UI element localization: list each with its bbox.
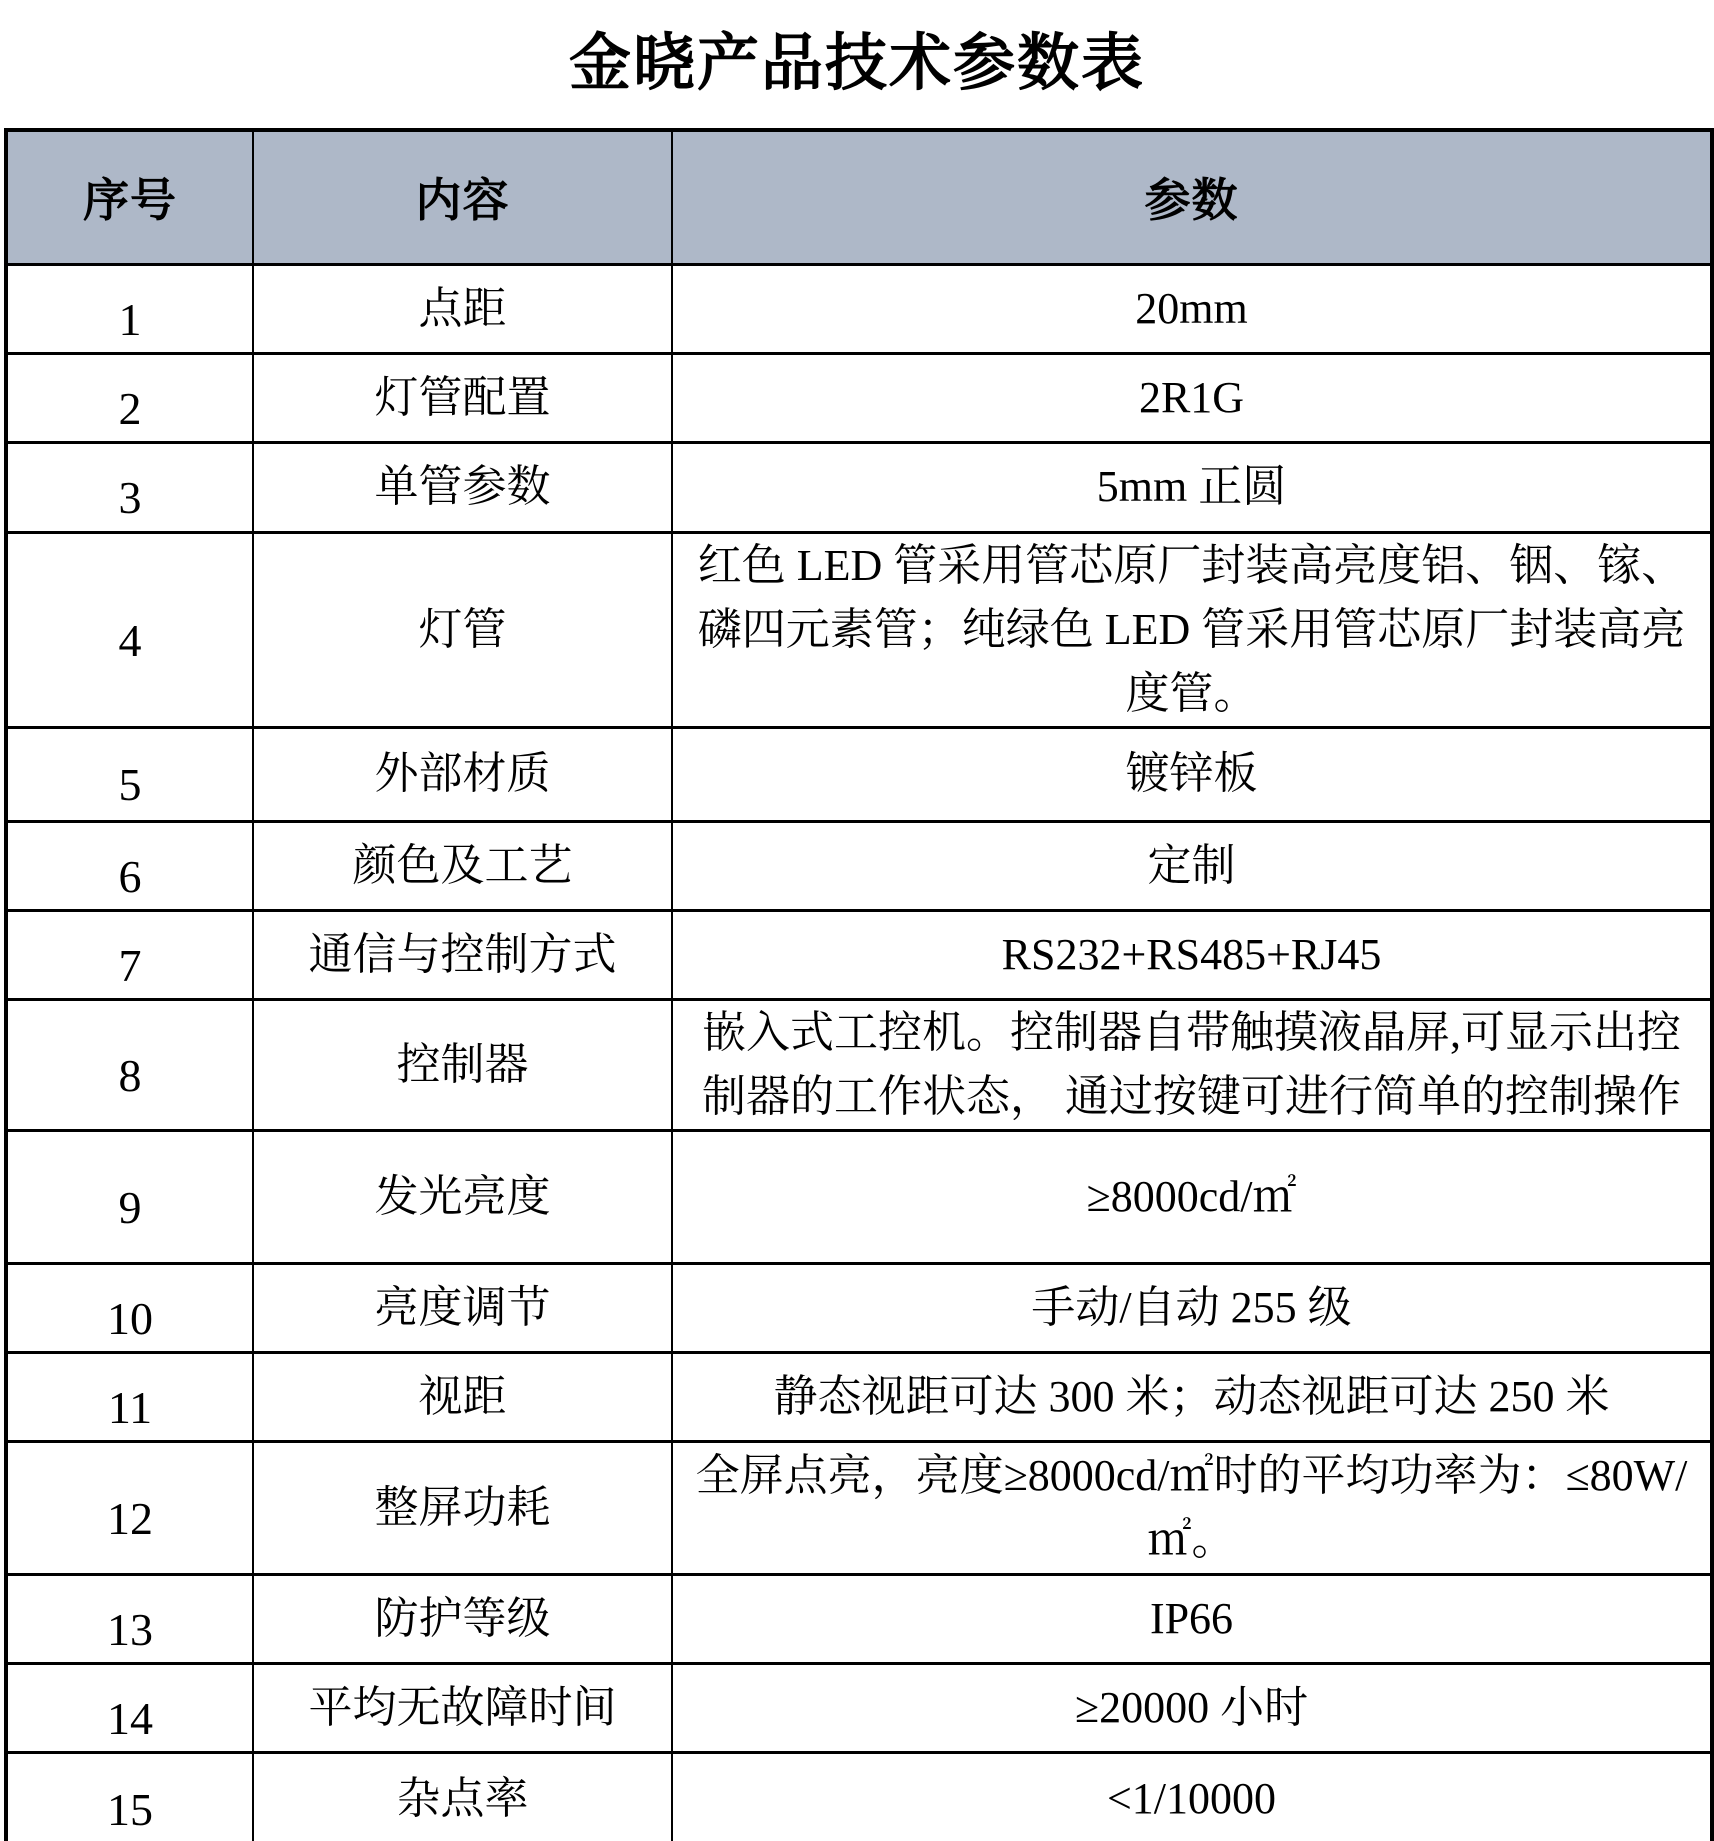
row-number-cell: 10 [6,1263,253,1352]
row-number-cell: 11 [6,1352,253,1441]
content-cell: 灯管配置 [253,353,672,442]
param-cell: IP66 [672,1574,1712,1663]
param-cell: 镀锌板 [672,727,1712,821]
table-row [6,532,1712,727]
table-row [6,1263,1712,1352]
param-cell: 2R1G [672,353,1712,442]
table-row [6,1663,1712,1752]
row-number-cell: 14 [6,1663,253,1752]
param-cell: 定制 [672,821,1712,910]
table-row [6,910,1712,999]
content-cell: 点距 [253,264,672,353]
table-row [6,353,1712,442]
content-cell: 外部材质 [253,727,672,821]
param-cell: 手动/自动 255 级 [672,1263,1712,1352]
table-row [6,1352,1712,1441]
param-cell: 5mm 正圆 [672,442,1712,532]
header-cell-content: 内容 [253,130,672,264]
page-title: 金晓产品技术参数表 [568,30,1145,98]
content-cell: 颜色及工艺 [253,821,672,910]
row-number-cell: 1 [6,264,253,353]
param-cell: ≥8000cd/㎡ [672,1130,1712,1263]
param-cell: 静态视距可达 300 米；动态视距可达 250 米 [672,1352,1712,1441]
row-number-cell: 12 [6,1441,253,1574]
param-cell: 红色 LED 管采用管芯原厂封装高亮度铝、铟、镓、磷四元素管；纯绿色 LED 管采用管芯原厂封装高亮度管。 [672,532,1712,727]
row-number-cell: 2 [6,353,253,442]
param-cell: 20mm [672,264,1712,353]
param-cell: 嵌入式工控机。控制器自带触摸液晶屏,可显示出控制器的工作状态， 通过按键可进行简单的控制操作 [672,999,1712,1130]
row-number-cell: 7 [6,910,253,999]
header-cell-no: 序号 [6,130,253,264]
row-number-cell: 5 [6,727,253,821]
table-row [6,727,1712,821]
content-cell: 亮度调节 [253,1263,672,1352]
table-row [6,264,1712,353]
row-number-cell: 6 [6,821,253,910]
content-cell: 灯管 [253,532,672,727]
param-cell: <1/10000 [672,1752,1712,1841]
header-row [6,130,1712,264]
content-cell: 单管参数 [253,442,672,532]
table-row [6,821,1712,910]
content-cell: 通信与控制方式 [253,910,672,999]
table-row [6,1574,1712,1663]
content-cell: 平均无故障时间 [253,1663,672,1752]
content-cell: 视距 [253,1352,672,1441]
param-cell: RS232+RS485+RJ45 [672,910,1712,999]
row-number-cell: 9 [6,1130,253,1263]
content-cell: 发光亮度 [253,1130,672,1263]
content-cell: 防护等级 [253,1574,672,1663]
row-number-cell: 4 [6,532,253,727]
row-number-cell: 13 [6,1574,253,1663]
header-cell-param: 参数 [672,130,1712,264]
content-cell: 控制器 [253,999,672,1130]
content-cell: 杂点率 [253,1752,672,1841]
row-number-cell: 15 [6,1752,253,1841]
row-number-cell: 8 [6,999,253,1130]
row-number-cell: 3 [6,442,253,532]
spec-table [4,128,1714,1841]
content-cell: 整屏功耗 [253,1441,672,1574]
table-row [6,999,1712,1130]
param-cell: 全屏点亮，亮度≥8000cd/㎡时的平均功率为：≤80W/㎡。 [672,1441,1712,1574]
table-row [6,1441,1712,1574]
param-cell: ≥20000 小时 [672,1663,1712,1752]
table-row [6,1130,1712,1263]
table-row [6,442,1712,532]
table-row [6,1752,1712,1841]
